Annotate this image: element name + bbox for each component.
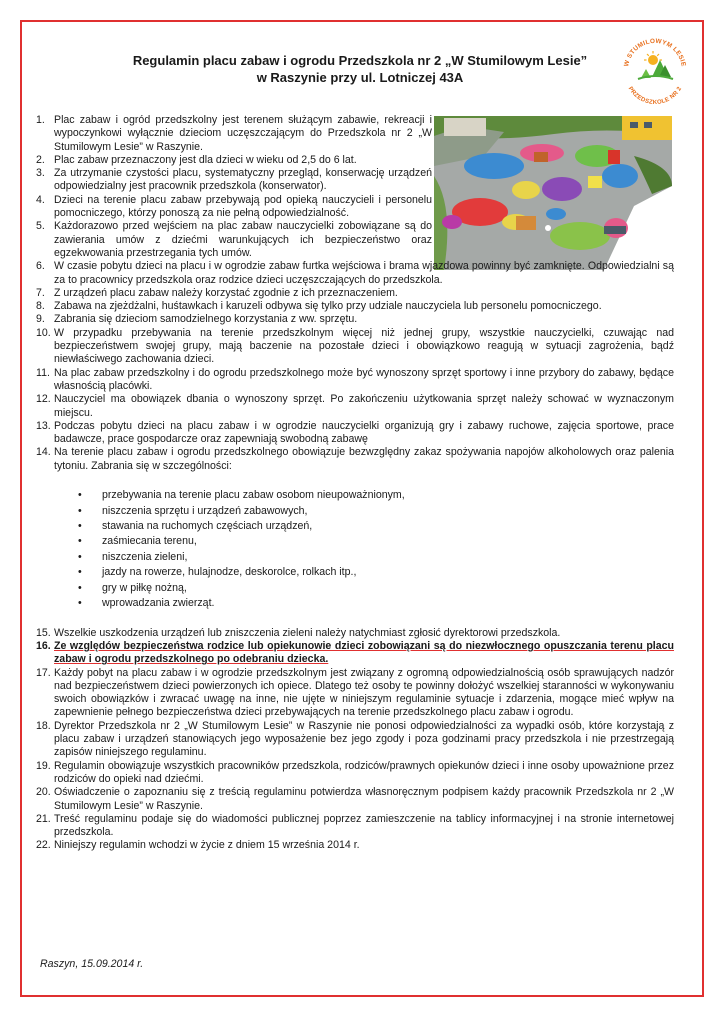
rule-text: Na plac zabaw przedszkolny i do ogrodu przedszkolnego może być wynoszony sprzęt sportowy i inne przybory do zabawy, będące własnością placówki.: [54, 366, 674, 392]
rule-item: [36, 839, 674, 852]
rule-text: Zabawa na zjeżdżalni, huśtawkach i karuzeli odbywa się tylko przy udziale nauczyciela lub personelu pomocniczego.: [54, 300, 602, 313]
rule-item-highlighted: [36, 640, 674, 667]
rule-number: 5.: [36, 220, 45, 233]
rule-number: 11.: [36, 366, 50, 379]
rule-text: Treść regulaminu podaje się do wiadomości publicznej poprzez zamieszczenie na tablicy informacyjnej i na stronie internetowej przedszkola.: [54, 812, 674, 839]
rule-number: 8.: [36, 300, 45, 313]
rule-number: 21.: [36, 812, 51, 825]
rule-text: Za utrzymanie czystości placu, systematyczny przegląd, konserwację urządzeń odpowiedzialny jest pracownik przedszkola (konserwator).: [54, 167, 432, 193]
rule-item: [36, 627, 674, 640]
rule-text: Niniejszy regulamin wchodzi w życie z dniem 15 września 2014 r.: [54, 839, 360, 852]
document-title: [60, 52, 660, 86]
rule-item: [36, 313, 674, 326]
rule-text: Z urządzeń placu zabaw należy korzystać zgodnie z ich przeznaczeniem.: [54, 286, 398, 299]
rule-item: [36, 154, 432, 167]
title-line-1: Regulamin placu zabaw i ogrodu Przedszkola nr 2 „W Stumilowym Lesie”: [132, 53, 588, 68]
rule-text: Wszelkie uszkodzenia urządzeń lub zniszczenia zieleni należy natychmiast zgłosić dyrektorowi przedszkola.: [54, 626, 561, 639]
prohibition-item: • przebywania na terenie placu zabaw osobom nieupoważnionym,: [54, 489, 674, 502]
rule-number: 3.: [36, 167, 45, 180]
prohibitions-list: [54, 489, 674, 611]
rule-number: 22.: [36, 839, 51, 852]
rule-number: 16.: [36, 640, 51, 652]
rule-item: [36, 420, 674, 447]
rule-item: [36, 786, 674, 813]
prohibition-item: • zaśmiecania terenu,: [54, 535, 674, 548]
rule-number: 12.: [36, 393, 51, 406]
rule-text: Nauczyciel ma obowiązek dbania o wynoszony sprzęt. Po zakończeniu użytkowania sprzęt należy schować w wyznaczonym miejscu.: [54, 393, 674, 419]
rule-number: 2.: [36, 153, 45, 166]
rule-text: Dzieci na terenie placu zabaw przebywają pod opieką nauczycieli i personelu pomocniczego, którzy ponoszą za nie pełną odpowiedzialność.: [54, 193, 432, 220]
rule-text: Regulamin obowiązuje wszystkich pracowników przedszkola, rodziców/prawnych opiekunów dzieci i inne osoby upoważnione przez rodziców do opieki nad dziećmi.: [54, 759, 674, 785]
rule-text: Ze względów bezpieczeństwa rodzice lub opiekunowie dzieci zobowiązani są do niezwłocznego opuszczania terenu placu zabaw i ogrodu przedszkolnego po odebraniu dziecka.: [54, 640, 674, 666]
rule-item: [36, 446, 674, 610]
rule-item: [36, 720, 674, 760]
rule-text: Zabrania się dzieciom samodzielnego korzystania z ww. sprzętu.: [54, 313, 358, 326]
rule-number: 17.: [36, 666, 51, 679]
rule-item: [36, 667, 674, 720]
prohibition-item: • niszczenia zieleni,: [54, 551, 674, 564]
rule-item: [36, 813, 674, 840]
rule-text: Dyrektor Przedszkola nr 2 „W Stumilowym Lesie” w Raszynie nie ponosi odpowiedzialności za wypadki osób, które korzystają z placu zabaw i urządzeń stanowiących jego wyposażenie bez jego zgody i poza godzinami pracy przedszkola i nie przestrzegają zapisów niniejszego regulaminu.: [54, 719, 674, 759]
rule-number: 9.: [36, 313, 45, 326]
rule-number: 4.: [36, 193, 45, 206]
rule-text: W czasie pobytu dzieci na placu i w ogrodzie zabaw furtka wejściowa i brama wjazdowa powinny być zamknięte. Odpowiedzialni są za to pracownicy przedszkola oraz rodzice dzieci uczęszczających do przedszkola.: [54, 260, 674, 286]
prohibition-item: • gry w piłkę nożną,: [54, 582, 674, 595]
rule-item: [36, 220, 432, 260]
rule-text: Plac zabaw przeznaczony jest dla dzieci w wieku od 2,5 do 6 lat.: [54, 153, 357, 166]
rule-number: 19.: [36, 759, 51, 772]
rule-item: [36, 114, 432, 154]
rule-number: 6.: [36, 260, 45, 273]
rule-number: 13.: [36, 419, 51, 432]
rule-number: 14.: [36, 446, 51, 459]
logo-bottom-text: PRZEDSZKOLE NR 2: [626, 85, 684, 107]
kindergarten-logo: [616, 30, 694, 108]
rule-text: Na terenie placu zabaw i ogrodu przedszkolnego obowiązuje bezwzględny zakaz spożywania napojów alkoholowych oraz palenia tytoniu. Zabrania się w szczególności:: [54, 446, 674, 472]
rule-number: 18.: [36, 719, 51, 732]
svg-text:PRZEDSZKOLE NR 2: [627, 86, 684, 106]
rule-number: 20.: [36, 786, 51, 799]
prohibition-item: • wprowadzania zwierząt.: [54, 597, 674, 610]
rule-item: [36, 300, 674, 313]
rule-number: 15.: [36, 626, 51, 639]
rule-number: 1.: [36, 114, 45, 126]
rule-item: [36, 167, 432, 194]
rule-item: [36, 760, 674, 787]
rule-item: [36, 287, 674, 300]
logo-top-text: W STUMILOWYM LESIE: [623, 37, 687, 68]
prohibition-item: • niszczenia sprzętu i urządzeń zabawowych,: [54, 505, 674, 518]
rule-text: W przypadku przebywania na terenie przedszkolnym więcej niż jednej grupy, wszystkie nauczycielki, czuwając nad bezpieczeństwem swojej grupy, mają baczenie na pozostałe dzieci i obowiązkowo reagują w sytuacji zagrożenia, bądź niewłaściwego zachowania dzieci.: [54, 326, 674, 366]
rule-item: [36, 327, 674, 367]
rule-text: Plac zabaw i ogród przedszkolny jest terenem służącym zabawie, rekreacji i wypoczynkowi wyłącznie dzieciom uczęszczającym do Przedszkola nr 2 „W Stumilowym Lesie” w Raszynie.: [54, 114, 432, 153]
rule-text: Każdy pobyt na placu zabaw i w ogrodzie przedszkolnym jest związany z ogromną odpowiedzialnością osób sprawujących nadzór nad bezpieczeństwem dzieci powierzonych ich opiece. Dlatego też osoby te powinny dołożyć wszelkiej staranności w wykonywaniu swoich obowiązków i zwracać uwagę na inne, nie ujęte w niniejszym regulaminie sytuacje i zdarzenia, mogące mieć wpływ na zapewnienie pełnego bezpieczeństwa dzieci przebywających na terenie przedszkolnego placu zabaw i ogrodu.: [54, 666, 674, 719]
prohibition-item: • jazdy na rowerze, hulajnodze, deskorolce, rolkach itp.,: [54, 566, 674, 579]
rule-text: Podczas pobytu dzieci na placu zabaw i w ogrodzie nauczycielki organizują gry i zabawy ruchowe, zajęcia sportowe, prace badawcze, prace gospodarcze oraz zapewniają swobodną zabawę: [54, 419, 674, 446]
rules-list: [36, 114, 674, 853]
rule-number: 7.: [36, 286, 45, 299]
rule-text: Każdorazowo przed wejściem na plac zabaw nauczycielki zobowiązane są do zawierania umów z dziećmi warunkujących ich bezpieczeństwo oraz egzekwowania przestrzegania tych umów.: [54, 220, 432, 259]
rule-item: [36, 393, 674, 420]
rule-item: [36, 260, 674, 287]
rule-number: 10.: [36, 326, 51, 339]
prohibition-item: • stawania na ruchomych częściach urządzeń,: [54, 520, 674, 533]
title-line-2: w Raszynie przy ul. Lotniczej 43A: [256, 70, 464, 85]
document-date: Raszyn, 15.09.2014 r.: [40, 958, 144, 970]
rule-item: [36, 367, 674, 394]
rule-item: [36, 194, 432, 221]
rule-text: Oświadczenie o zapoznaniu się z treścią regulaminu potwierdza własnoręcznym podpisem każdy pracownik Przedszkola nr 2 „W Stumilowym Lesie” w Raszynie.: [54, 786, 674, 812]
